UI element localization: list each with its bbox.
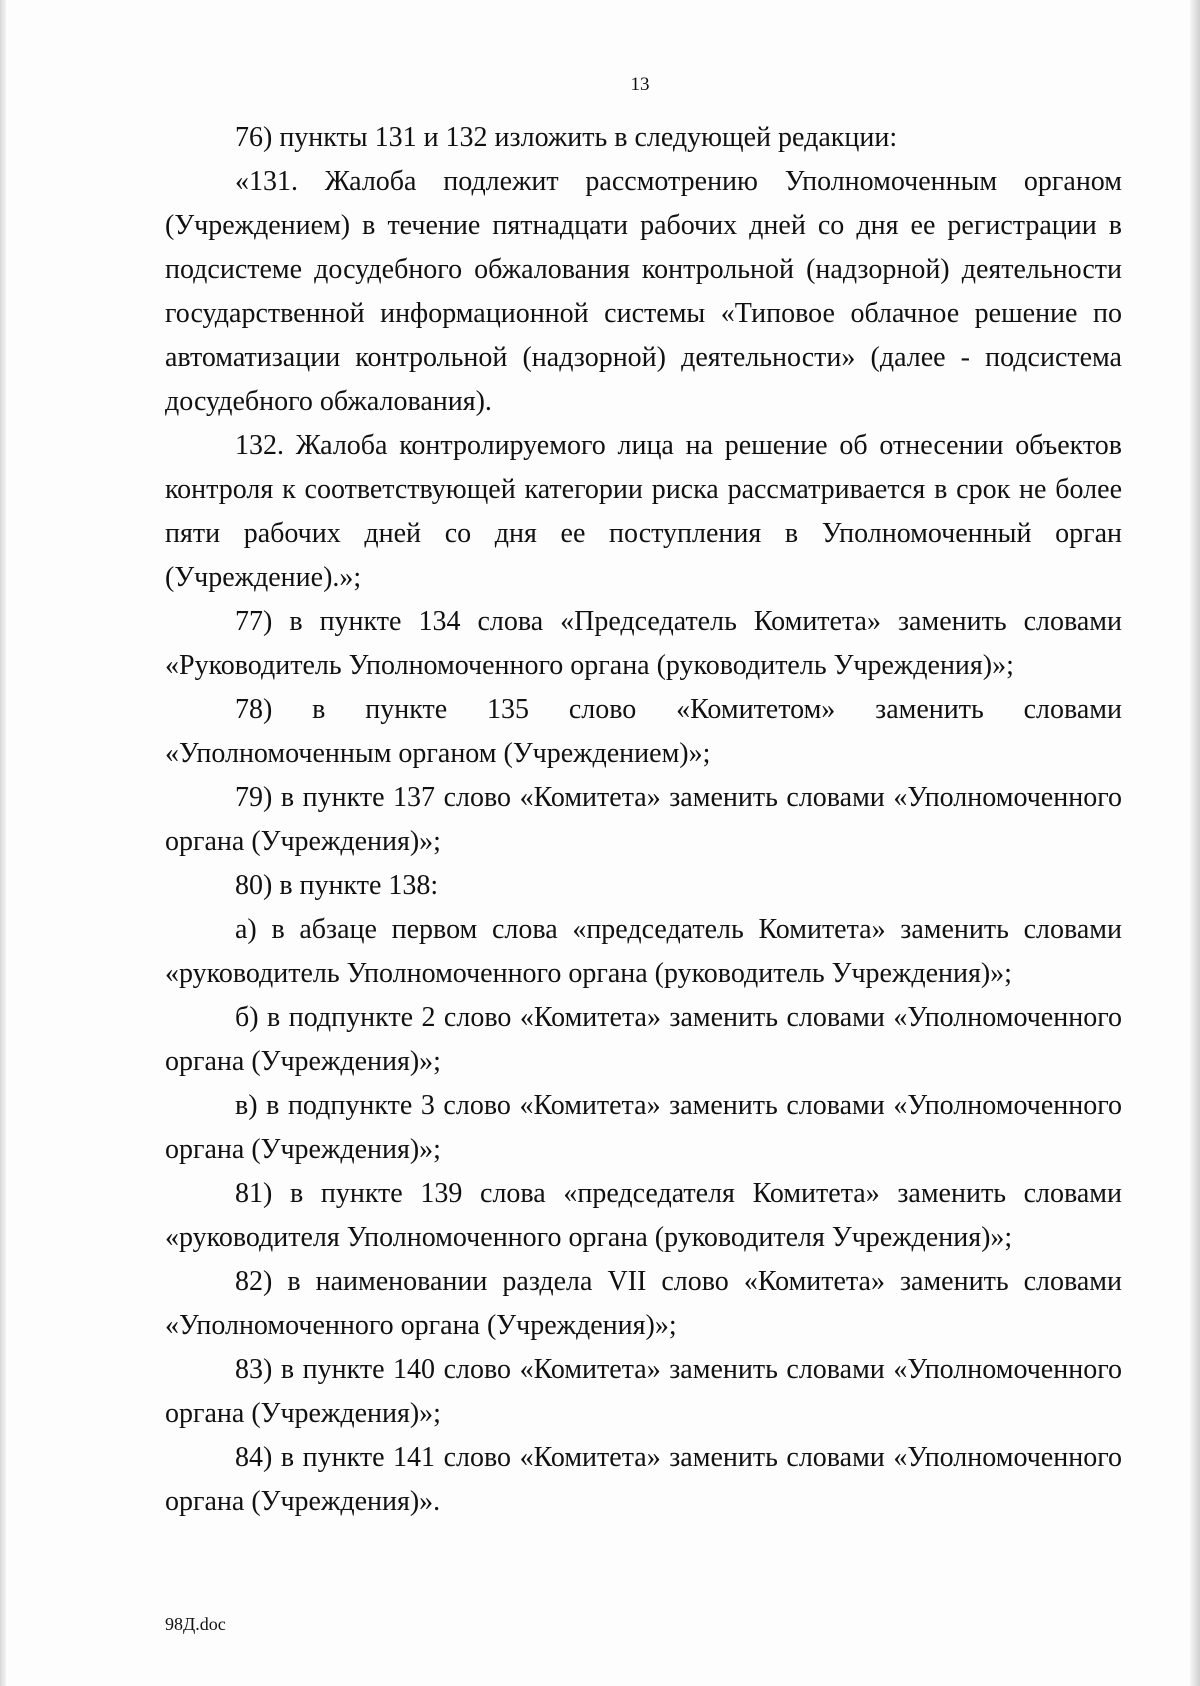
paragraph-77: 77) в пункте 134 слова «Председатель Комитета» заменить словами «Руководитель Уполномоченного органа (руководитель Учреждения)»; [165,606,1122,681]
page-number: 13 [630,74,650,95]
paragraph-84: 84) в пункте 141 слово «Комитета» заменить словами «Уполномоченного органа (Учреждения)». [165,1442,1122,1517]
paragraph-80-b: б) в подпункте 2 слово «Комитета» заменить словами «Уполномоченного органа (Учреждения)»; [165,1002,1122,1077]
paragraph-81: 81) в пункте 139 слова «председателя Комитета» заменить словами «руководителя Уполномоченного органа (руководителя Учреждения)»; [165,1178,1122,1253]
scan-edge-left [0,0,6,1686]
paragraph-131: «131. Жалоба подлежит рассмотрению Уполномоченным органом (Учреждением) в течение пятнадцати рабочих дней со дня ее регистрации в подсистеме досудебного обжалования контрольной (надзорной) деятельности государственной информационной системы «Типовое облачное решение по автоматизации контрольной (надзорной) деятельности» (далее - подсистема досудебного обжалования). [165,166,1122,417]
paragraph-80-a: а) в абзаце первом слова «председатель Комитета» заменить словами «руководитель Уполномоченного органа (руководитель Учреждения)»; [165,914,1122,989]
paragraph-83: 83) в пункте 140 слово «Комитета» заменить словами «Уполномоченного органа (Учреждения)»; [165,1354,1122,1429]
paragraph-78: 78) в пункте 135 слово «Комитетом» заменить словами «Уполномоченным органом (Учреждением)»; [165,694,1122,769]
paragraph-132: 132. Жалоба контролируемого лица на решение об отнесении объектов контроля к соответствующей категории риска рассматривается в срок не более пяти рабочих дней со дня ее поступления в Уполномоченный орган (Учреждение).»; [165,430,1122,593]
footer-filename: 98Д.doc [165,1614,226,1634]
paragraph-82: 82) в наименовании раздела VII слово «Комитета» заменить словами «Уполномоченного органа (Учреждения)»; [165,1266,1122,1341]
paragraph-79: 79) в пункте 137 слово «Комитета» заменить словами «Уполномоченного органа (Учреждения)»; [165,782,1122,857]
paragraph-80-v: в) в подпункте 3 слово «Комитета» заменить словами «Уполномоченного органа (Учреждения)»; [165,1090,1122,1165]
scan-edge-right [1190,0,1200,1686]
document-body [165,116,1122,1524]
paragraph-80: 80) в пункте 138: [235,870,439,901]
paragraph-76: 76) пункты 131 и 132 изложить в следующей редакции: [235,122,898,153]
